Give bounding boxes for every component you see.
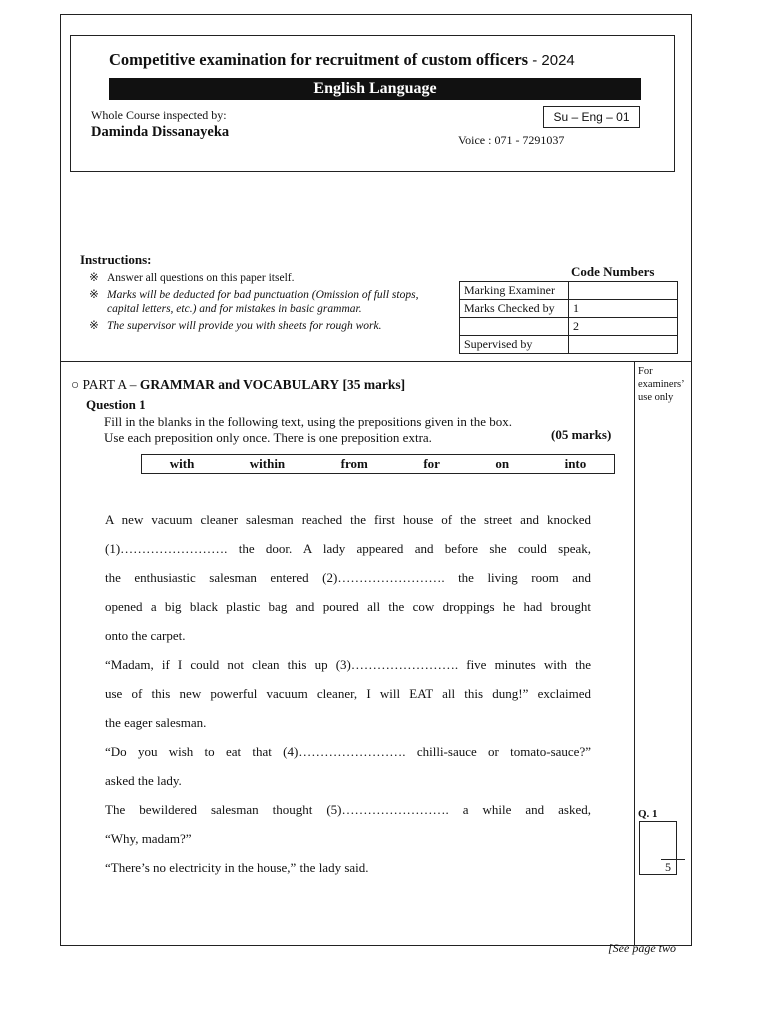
passage-line: (1)……………………. the door. A lady appeared and before she could speak, bbox=[105, 541, 591, 556]
circle-icon: ○ bbox=[71, 377, 80, 392]
instruction-item bbox=[81, 288, 426, 316]
passage-line: A new vacuum cleaner salesman reached the first house of the street and knocked bbox=[105, 512, 591, 527]
instruction-line: Fill in the blanks in the following text, using the prepositions given in the box. bbox=[104, 414, 513, 429]
table-row bbox=[460, 318, 678, 336]
section-divider bbox=[61, 361, 691, 362]
exam-year: - 2024 bbox=[532, 52, 575, 69]
passage-line: The bewildered salesman thought (5)……………………. a while and asked, bbox=[105, 802, 591, 817]
passage-line: “Why, madam?” bbox=[105, 831, 192, 846]
passage-line: opened a big black plastic bag and poured all the cow droppings he had brought bbox=[105, 599, 591, 614]
subject-title: English Language bbox=[109, 78, 641, 100]
passage-text bbox=[105, 505, 591, 882]
code-numbers-table bbox=[459, 281, 678, 354]
code-value-field[interactable]: 1 bbox=[569, 300, 678, 318]
preposition-word: for bbox=[423, 456, 440, 471]
part-a-heading bbox=[71, 377, 405, 393]
code-label: Marking Examiner bbox=[460, 282, 569, 300]
code-label: Supervised by bbox=[460, 336, 569, 354]
part-a-prefix: PART A – bbox=[82, 377, 137, 392]
code-label: Marks Checked by bbox=[460, 300, 569, 318]
see-next-page-note: [See page two bbox=[608, 941, 676, 955]
instructions-title: Instructions: bbox=[80, 252, 152, 267]
exam-header bbox=[70, 35, 675, 172]
instruction-text: Answer all questions on this paper itself. bbox=[107, 272, 295, 284]
voice-number: Voice : 071 - 7291037 bbox=[458, 133, 565, 147]
instructions-list bbox=[81, 271, 426, 336]
preposition-box bbox=[141, 454, 615, 474]
table-row bbox=[460, 336, 678, 354]
part-a-marks: [35 marks] bbox=[342, 377, 406, 392]
question-score-total: 5 bbox=[665, 860, 671, 874]
code-value-field[interactable] bbox=[569, 282, 678, 300]
instruction-text: The supervisor will provide you with sheets for rough work. bbox=[107, 320, 382, 332]
inspector-name: Daminda Dissanayeka bbox=[91, 124, 230, 140]
preposition-word: on bbox=[495, 456, 510, 471]
question-marks: (05 marks) bbox=[551, 427, 612, 442]
passage-line: “There’s no electricity in the house,” the lady said. bbox=[105, 860, 369, 875]
exam-title bbox=[109, 50, 575, 70]
passage-line: the enthusiastic salesman entered (2)……………………. the living room and bbox=[105, 570, 591, 585]
exam-title-text: Competitive examination for recruitment of custom officers bbox=[109, 50, 529, 69]
exam-paper-page bbox=[60, 14, 692, 946]
examiner-column-divider bbox=[634, 361, 635, 945]
preposition-word: into bbox=[564, 456, 587, 471]
table-row bbox=[460, 300, 678, 318]
passage-line: the eager salesman. bbox=[105, 715, 207, 730]
preposition-word: from bbox=[340, 456, 368, 471]
code-value-field[interactable] bbox=[569, 336, 678, 354]
paper-code: Su – Eng – 01 bbox=[543, 106, 640, 128]
asterism-icon: ※ bbox=[89, 289, 99, 301]
question-title: Question 1 bbox=[86, 397, 146, 412]
code-value-field[interactable]: 2 bbox=[569, 318, 678, 336]
instruction-line: Use each preposition only once. There is one preposition extra. bbox=[104, 430, 432, 445]
preposition-word: with bbox=[169, 456, 195, 471]
instruction-text: Marks will be deducted for bad punctuation (Omission of full stops, capital letters, etc.) and for mistakes in basic grammar. bbox=[107, 289, 419, 315]
inspected-by-label: Whole Course inspected by: bbox=[91, 108, 227, 122]
instruction-item bbox=[81, 319, 426, 333]
question-score-label: Q. 1 bbox=[638, 808, 658, 820]
code-numbers-title: Code Numbers bbox=[571, 264, 655, 279]
table-row bbox=[460, 282, 678, 300]
passage-line: “Do you wish to eat that (4)……………………. chilli-sauce or tomato-sauce?” bbox=[105, 744, 591, 759]
preposition-word: within bbox=[249, 456, 286, 471]
passage-line: onto the carpet. bbox=[105, 628, 186, 643]
passage-line: use of this new powerful vacuum cleaner, I will EAT all this dung!” exclaimed bbox=[105, 686, 591, 701]
passage-line: “Madam, if I could not clean this up (3)……………………. five minutes with the bbox=[105, 657, 591, 672]
asterism-icon: ※ bbox=[89, 320, 99, 332]
instruction-item bbox=[81, 271, 426, 285]
passage-line: asked the lady. bbox=[105, 773, 182, 788]
part-a-title: GRAMMAR and VOCABULARY bbox=[139, 377, 340, 392]
asterism-icon: ※ bbox=[89, 272, 99, 284]
code-label bbox=[460, 318, 569, 336]
examiner-use-note: For examiners’ use only bbox=[638, 366, 684, 403]
